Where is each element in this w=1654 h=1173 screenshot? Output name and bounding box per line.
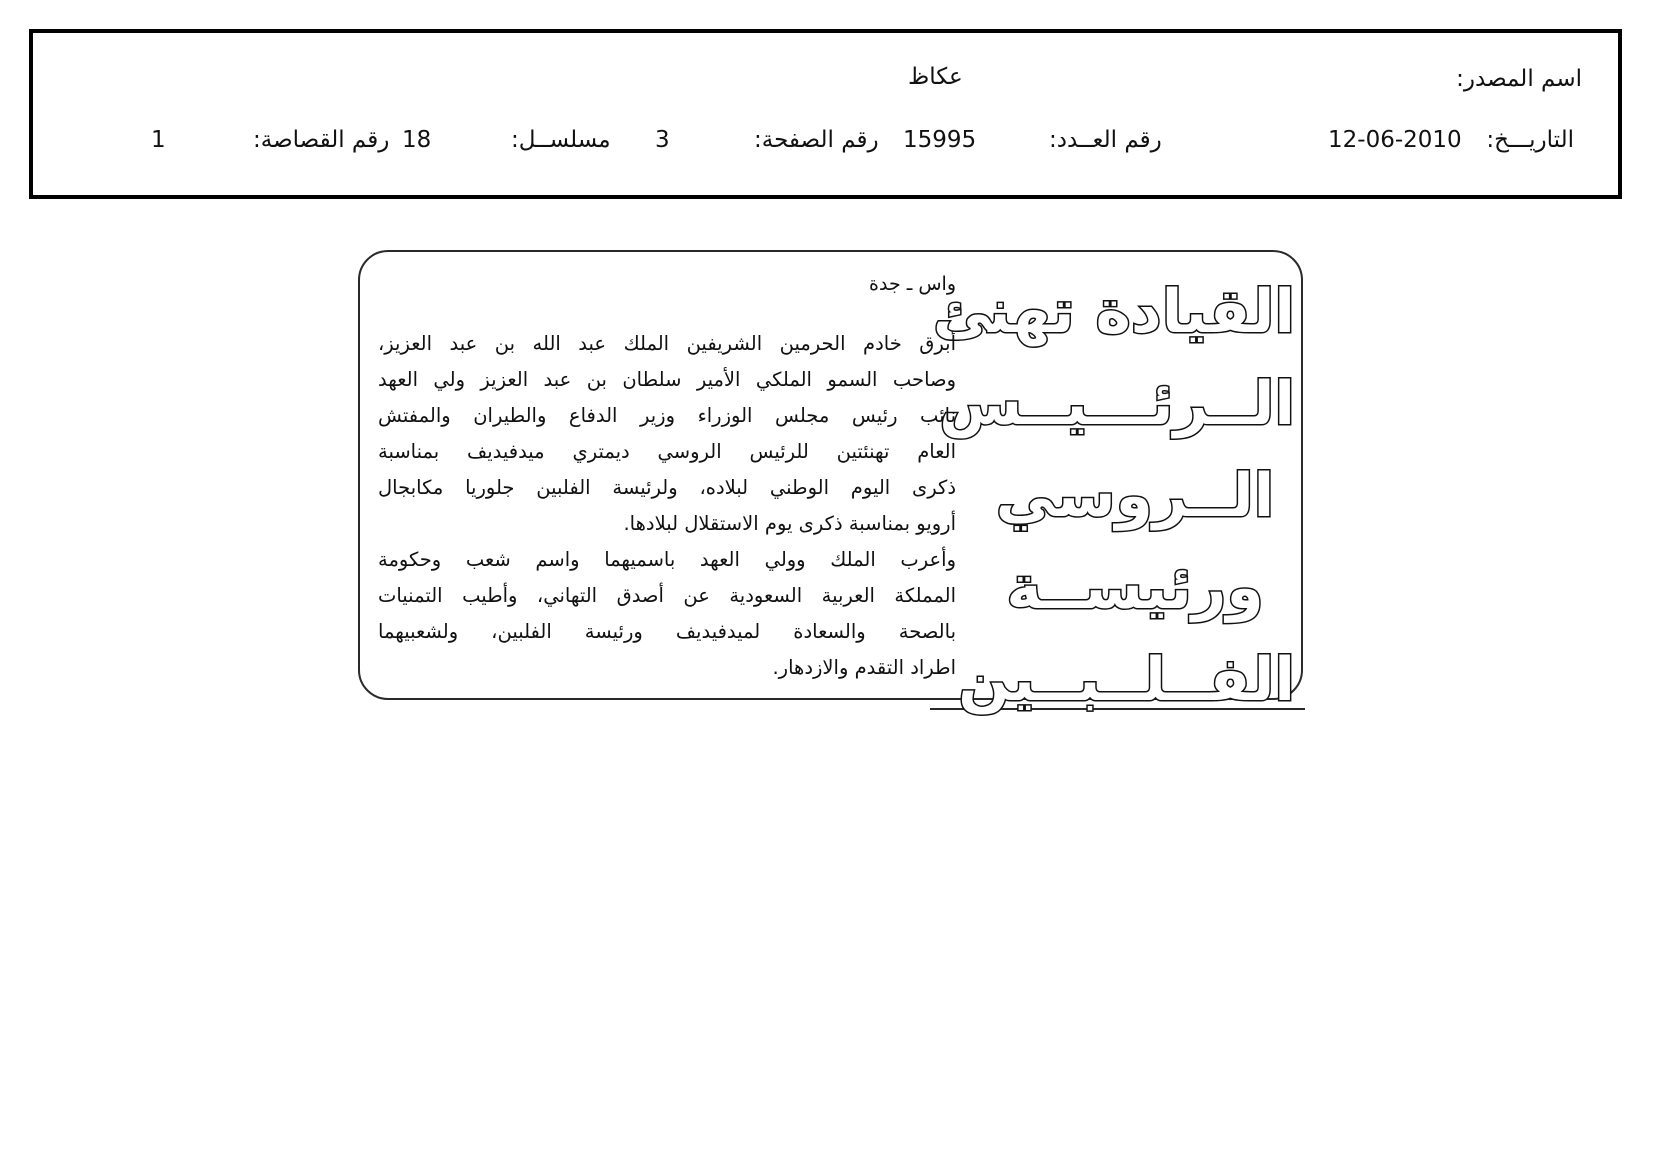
date-value: 12-06-2010: [1328, 127, 1462, 153]
date-label: التاريـــخ:: [1486, 127, 1574, 153]
article-line: المملكة العربية السعودية عن أصدق التهاني، وأطيب التمنيات: [378, 584, 956, 607]
clip-label: رقم القصاصة:: [253, 127, 390, 153]
article-body: [378, 326, 956, 686]
article-line: أبرق خادم الحرمين الشريفين الملك عبد الله بن عبد العزيز،: [378, 332, 956, 355]
article-line: اطراد التقدم والازدهار.: [772, 656, 956, 679]
headline-line: الفــلــبــين: [958, 645, 1295, 715]
article-line: وصاحب السمو الملكي الأمير سلطان بن عبد العزيز ولي العهد: [378, 368, 956, 391]
article-line: أرويو بمناسبة ذكرى يوم الاستقلال لبلادها.: [623, 512, 956, 535]
source-metadata-box: [29, 29, 1622, 199]
issue-value: 15995: [903, 127, 977, 153]
headline-line: الــرئـــيــس: [939, 369, 1295, 439]
article-line: العام تهنئتين للرئيس الروسي ديمتري ميدفيديف بمناسبة: [378, 440, 956, 463]
page-label: رقم الصفحة:: [754, 127, 879, 153]
source-value: عكاظ: [908, 64, 963, 90]
article-line: وأعرب الملك وولي العهد باسميهما واسم شعب وحكومة: [378, 548, 956, 571]
issue-label: رقم العــدد:: [1049, 127, 1162, 153]
article-line: نائب رئيس مجلس الوزراء وزير الدفاع والطيران والمفتش: [378, 404, 956, 427]
headline-line: ورئيســة: [1006, 553, 1264, 623]
article-headline: [932, 266, 1295, 726]
headline-line: القيادة تهنئ: [932, 277, 1295, 347]
article-dateline: واس ـ جدة: [869, 273, 956, 295]
serial-value: 18: [402, 127, 432, 153]
source-label: اسم المصدر:: [1456, 66, 1582, 92]
headline-line: الــروسي: [995, 461, 1275, 531]
serial-label: مسلســل:: [511, 127, 611, 153]
clip-value: 1: [151, 127, 166, 153]
article-line: ذكرى اليوم الوطني لبلاده، ولرئيسة الفلبين جلوريا مكابجال: [378, 476, 956, 499]
article-line: بالصحة والسعادة لميدفيديف ورئيسة الفلبين، ولشعبيهما: [378, 620, 956, 643]
page-value: 3: [655, 127, 670, 153]
